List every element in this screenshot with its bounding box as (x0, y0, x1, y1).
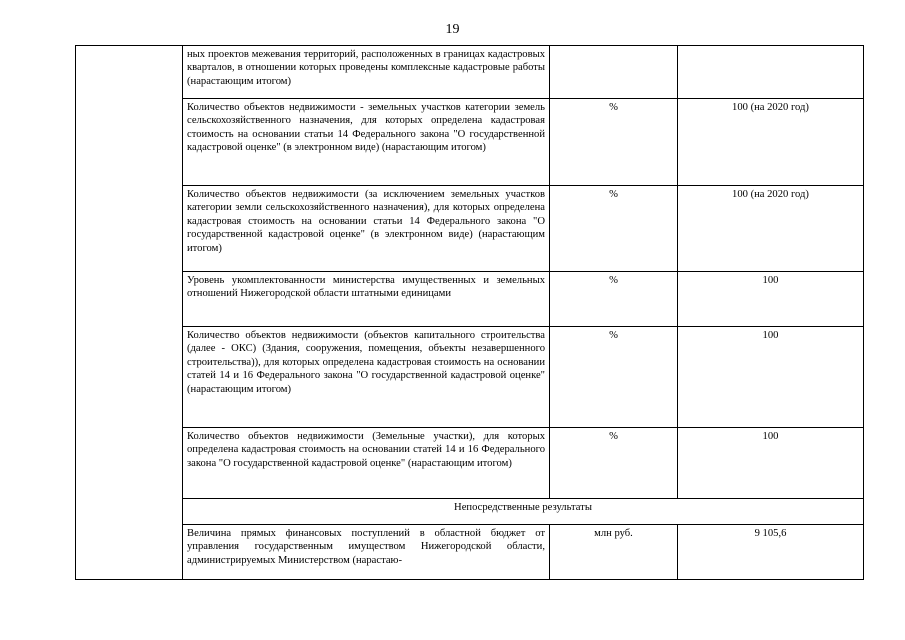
page-number: 19 (445, 22, 460, 37)
indicator-value: 100 (на 2020 год) (678, 99, 864, 186)
indicator-description: Количество объектов недвижимости (за исключением земельных участков категории земли сельскохозяйственного назначения), для которых определена кадастровая стоимость на основании статьи 14 Федерального закона "О государственной кадастровой оценке" (в электронном виде) (нарастающим итогом) (183, 186, 550, 272)
indicator-unit: млн руб. (550, 525, 678, 580)
indicators-table (75, 45, 864, 580)
table-row (76, 46, 864, 99)
indicator-unit: % (550, 186, 678, 272)
indicator-unit: % (550, 99, 678, 186)
indicator-unit (550, 46, 678, 99)
indicator-description: Уровень укомплектованности министерства имущественных и земельных отношений Нижегородской области штатными единицами (183, 272, 550, 327)
table-row (76, 428, 864, 499)
indicator-description: ных проектов межевания территорий, расположенных в границах кадастровых кварталов, в отношении которых проведены комплексные кадастровые работы (нарастающим итогом) (183, 46, 550, 99)
section-row (76, 499, 864, 525)
section-header: Непосредственные результаты (183, 499, 864, 525)
indicator-description: Количество объектов недвижимости (Земельные участки), для которых определена кадастровая стоимость на основании статей 14 и 16 Федерального закона "О государственной кадастровой оценке" (нарастающим итогом) (183, 428, 550, 499)
indicator-unit: % (550, 428, 678, 499)
indicator-unit: % (550, 272, 678, 327)
table-row (76, 272, 864, 327)
indicator-description: Величина прямых финансовых поступлений в областной бюджет от управления государственным имуществом Нижегородской области, администрируемых Министерством (нарастаю- (183, 525, 550, 580)
table-row (76, 186, 864, 272)
indicator-value (678, 46, 864, 99)
indicator-unit: % (550, 327, 678, 428)
program-cell (76, 46, 183, 580)
table-row (76, 99, 864, 186)
table-row (76, 327, 864, 428)
indicator-value: 100 (678, 327, 864, 428)
indicator-value: 9 105,6 (678, 525, 864, 580)
indicator-value: 100 (678, 272, 864, 327)
indicator-description: Количество объектов недвижимости - земельных участков категории земель сельскохозяйственного назначения, для которых определена кадастровая стоимость на основании статьи 14 Федерального закона "О государственной кадастровой оценке" (в электронном виде) (нарастающим итогом) (183, 99, 550, 186)
indicator-value: 100 (678, 428, 864, 499)
table-row (76, 525, 864, 580)
indicator-value: 100 (на 2020 год) (678, 186, 864, 272)
indicator-description: Количество объектов недвижимости (объектов капитального строительства (далее - ОКС) (Здания, сооружения, помещения, объекты незавершенного строительства)), для которых определена кадастровая стоимость на основании статей 14 и 16 Федерального закона "О государственной кадастровой оценке" (нарастающим итогом) (183, 327, 550, 428)
